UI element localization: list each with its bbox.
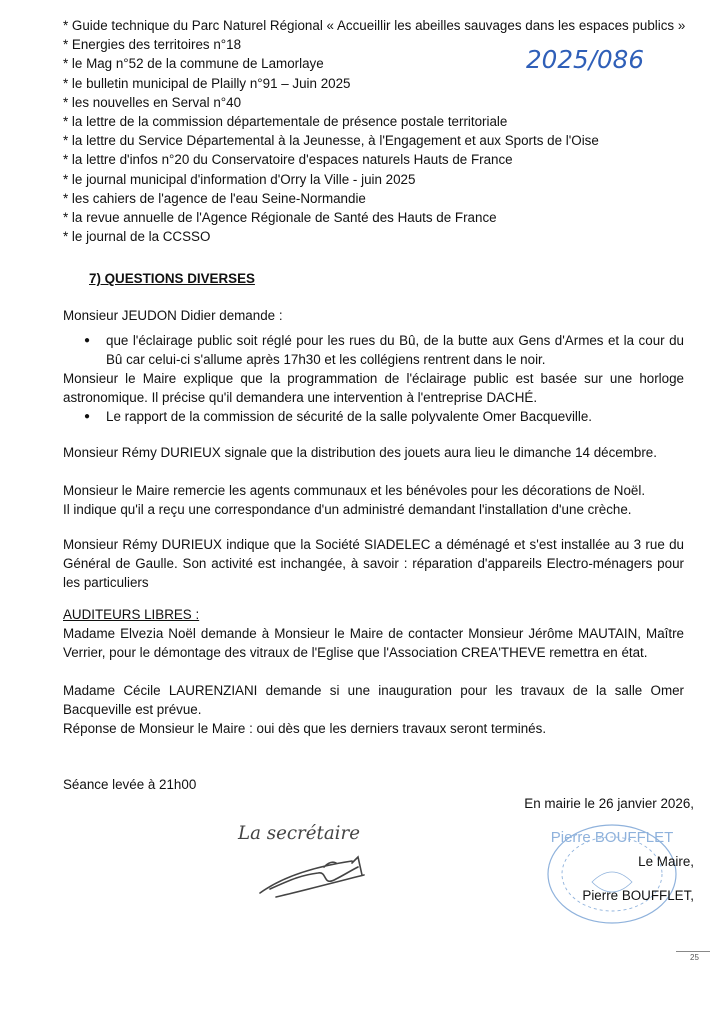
list-item: * la lettre du Service Départemental à la Jeunesse, à l'Engagement et aux Sports de l'Oise	[63, 133, 599, 149]
signatory-role: Le Maire,	[638, 854, 694, 869]
bullet-icon: ●	[84, 335, 91, 346]
maire-response-lighting: Monsieur le Maire explique que la programmation de l'éclairage public est basée sur une horloge astronomique. Il précise qu'il demandera une intervention à l'entreprise DACHÉ.	[63, 371, 684, 405]
bullet-icon: ●	[84, 411, 91, 422]
list-item: * le journal municipal d'information d'Orry la Ville - juin 2025	[63, 171, 416, 187]
auditeurs-title: AUDITEURS LIBRES :	[63, 607, 200, 622]
signature-date-line: En mairie le 26 janvier 2026,	[524, 796, 694, 811]
jeudon-request-lighting: que l'éclairage public soit réglé pour les rues du Bû, de la butte aux Gens d'Armes et la cour du Bû car celui-ci s'allume après 17h30 et les collégiens rentrent dans le noir.	[106, 333, 684, 367]
section-title: 7) QUESTIONS DIVERSES	[89, 271, 255, 286]
durieux-siadelec-note: Monsieur Rémy DURIEUX indique que la Société SIADELEC a déménagé et s'est installée au 3 rue du Général de Gaulle. Son activité est inchangée, à savoir : réparation d'appareils Electro-ménagers pour les particuliers	[63, 537, 684, 590]
auditeur-laurenziani-request: Madame Cécile LAURENZIANI demande si une inauguration pour les travaux de la salle Omer Bacqueville est prévue.	[63, 683, 684, 717]
durieux-toys-note: Monsieur Rémy DURIEUX signale que la distribution des jouets aura lieu le dimanche 14 décembre.	[63, 445, 657, 460]
svg-text:Pierre BOUFFLET: Pierre BOUFFLET	[550, 829, 674, 846]
jeudon-request-report: Le rapport de la commission de sécurité de la salle polyvalente Omer Bacqueville.	[106, 409, 593, 424]
maire-creche-note: Il indique qu'il a reçu une correspondance d'un administré demandant l'installation d'une crèche.	[63, 502, 632, 517]
svg-text:2025/086: 2025/086	[526, 45, 644, 74]
signatory-name: Pierre BOUFFLET,	[582, 888, 694, 903]
list-item: * Guide technique du Parc Naturel Régional « Accueillir les abeilles sauvages dans les espaces publics »	[63, 18, 686, 33]
page-number-rule	[676, 951, 710, 952]
auditeur-noel-request: Madame Elvezia Noël demande à Monsieur le Maire de contacter Monsieur Jérôme MAUTAIN, Maître Verrier, pour le démontage des vitraux de l'Eglise que l'Association CREA'THEVE remettra en état.	[63, 626, 684, 660]
svg-text:La secrétaire: La secrétaire	[237, 822, 360, 844]
secretary-signature	[232, 817, 392, 913]
handwritten-reference-number	[522, 38, 652, 78]
list-item: * la lettre de la commission départementale de présence postale territoriale	[63, 113, 508, 129]
maire-thanks: Monsieur le Maire remercie les agents communaux et les bénévoles pour les décorations de Noël.	[63, 483, 646, 498]
list-item: * la revue annuelle de l'Agence Régionale de Santé des Hauts de France	[63, 209, 497, 225]
town-hall-stamp	[544, 822, 680, 926]
seance-closing: Séance levée à 21h00	[63, 777, 197, 792]
list-item: * Energies des territoires n°18	[63, 37, 242, 53]
maire-reply: Réponse de Monsieur le Maire : oui dès que les derniers travaux seront terminés.	[63, 721, 547, 736]
jeudon-intro: Monsieur JEUDON Didier demande :	[63, 308, 283, 323]
list-item: * le journal de la CCSSO	[63, 229, 211, 245]
list-item: * les nouvelles en Serval n°40	[63, 94, 242, 110]
list-item: * la lettre d'infos n°20 du Conservatoire d'espaces naturels Hauts de France	[63, 152, 513, 168]
list-item: * le Mag n°52 de la commune de Lamorlaye	[63, 56, 324, 72]
list-item: * les cahiers de l'agence de l'eau Seine-Normandie	[63, 190, 366, 206]
page-number: 25	[690, 953, 699, 962]
list-item: * le bulletin municipal de Plailly n°91 – Juin 2025	[63, 75, 351, 91]
